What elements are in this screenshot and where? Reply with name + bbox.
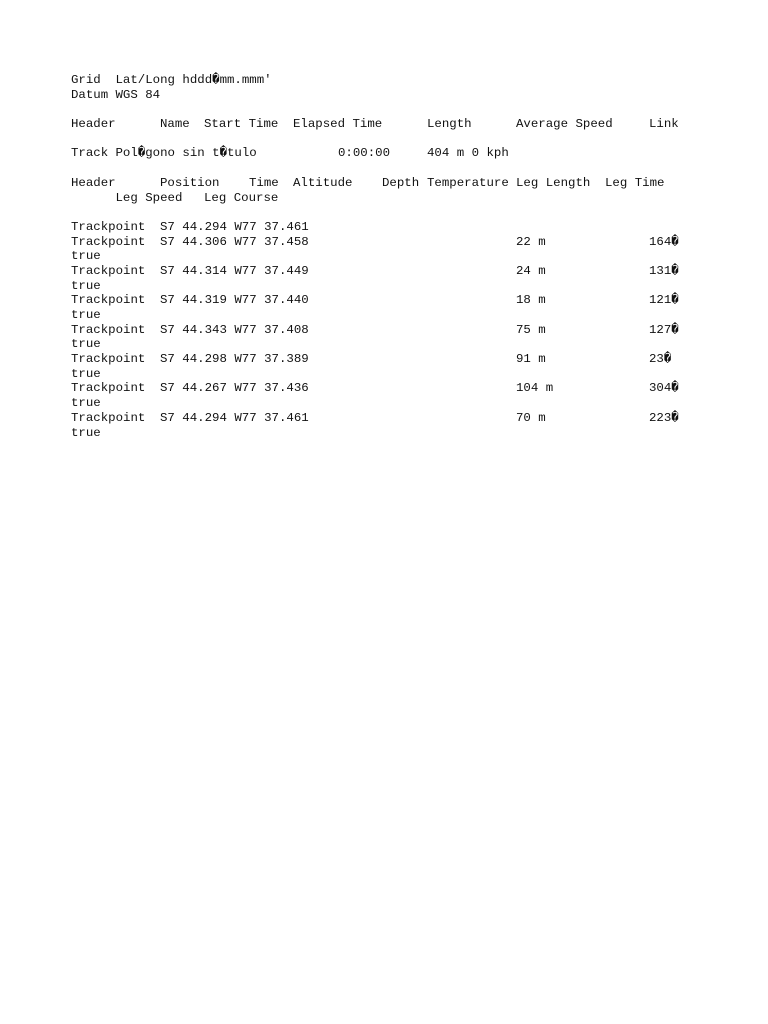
trackpoint-flag: true bbox=[71, 396, 101, 411]
grid-value bbox=[116, 73, 272, 88]
trackpoint-flag: true bbox=[71, 366, 101, 381]
track-elapsed: 0:00:00 bbox=[338, 146, 391, 161]
point-header-altitude: Altitude bbox=[293, 175, 353, 190]
trackpoint-leg-course: 121� bbox=[649, 293, 679, 308]
trackpoint-position: S7 44.294 W77 37.461 bbox=[160, 410, 309, 425]
trackpoint-position: S7 44.319 W77 37.440 bbox=[160, 293, 309, 308]
point-header-label: Header bbox=[71, 175, 116, 190]
grid-label: Grid bbox=[71, 73, 101, 87]
trackpoint-row-wrap bbox=[71, 308, 711, 323]
grid-line bbox=[71, 73, 711, 88]
trackpoint-type: Trackpoint bbox=[71, 234, 146, 249]
trackpoint-type: Trackpoint bbox=[71, 322, 146, 337]
grid-value-prefix: Lat/Long hddd bbox=[115, 73, 213, 87]
track-header-average-speed: Average Speed bbox=[516, 117, 613, 132]
trackpoint-leg-length: 104 m bbox=[516, 381, 554, 396]
track-name-part: Pol bbox=[115, 146, 138, 161]
blank-line bbox=[71, 132, 711, 147]
trackpoint-leg-length: 18 m bbox=[516, 293, 546, 308]
trackpoint-row-wrap bbox=[71, 249, 711, 264]
trackpoint-type: Trackpoint bbox=[71, 263, 146, 278]
gps-track-document bbox=[71, 73, 711, 440]
trackpoint-row-wrap bbox=[71, 367, 711, 382]
trackpoint-leg-length: 75 m bbox=[516, 322, 546, 337]
point-header-row bbox=[71, 176, 711, 191]
trackpoint-row bbox=[71, 381, 711, 396]
trackpoint-row-wrap bbox=[71, 396, 711, 411]
trackpoint-leg-course: 164� bbox=[649, 234, 679, 249]
trackpoint-type: Trackpoint bbox=[71, 219, 146, 234]
trackpoint-flag: true bbox=[71, 249, 101, 264]
trackpoint-row bbox=[71, 323, 711, 338]
track-header-label: Header bbox=[71, 117, 116, 132]
track-name-part: tulo bbox=[226, 146, 257, 161]
point-header-position: Position bbox=[160, 175, 220, 190]
trackpoint-leg-length: 91 m bbox=[516, 352, 546, 367]
trackpoint-position: S7 44.343 W77 37.408 bbox=[160, 322, 309, 337]
trackpoint-type: Trackpoint bbox=[71, 410, 146, 425]
track-header-row bbox=[71, 117, 711, 132]
trackpoint-position: S7 44.298 W77 37.389 bbox=[160, 352, 309, 367]
trackpoint-position: S7 44.267 W77 37.436 bbox=[160, 381, 309, 396]
track-header-elapsed-time: Elapsed Time bbox=[293, 117, 383, 132]
trackpoint-leg-course: 223� bbox=[649, 410, 679, 425]
track-length-speed: 404 m 0 kph bbox=[427, 146, 509, 161]
trackpoint-flag: true bbox=[71, 308, 101, 322]
trackpoint-leg-course: 23� bbox=[649, 352, 672, 367]
track-row bbox=[71, 146, 711, 161]
trackpoint-position: S7 44.306 W77 37.458 bbox=[160, 234, 309, 249]
trackpoint-type: Trackpoint bbox=[71, 381, 146, 396]
trackpoint-flag: true bbox=[71, 278, 101, 293]
trackpoint-flag: true bbox=[71, 425, 101, 440]
trackpoint-leg-course: 304� bbox=[649, 381, 679, 396]
track-name-part: gono sin t bbox=[145, 146, 220, 161]
trackpoint-row bbox=[71, 264, 711, 279]
track-header-name: Name bbox=[160, 117, 190, 132]
replacement-char-icon: � bbox=[137, 146, 146, 161]
point-header-leg-course: Leg Course bbox=[204, 190, 279, 205]
trackpoint-row-wrap bbox=[71, 337, 711, 352]
trackpoint-row bbox=[71, 293, 711, 308]
point-header-temperature: Temperature bbox=[427, 175, 509, 190]
point-header-row-wrap bbox=[71, 191, 711, 206]
trackpoint-leg-length: 24 m bbox=[516, 263, 546, 278]
track-header-length: Length bbox=[427, 117, 472, 132]
trackpoint-leg-length: 22 m bbox=[516, 234, 546, 249]
datum-line bbox=[71, 88, 711, 103]
trackpoint-row bbox=[71, 411, 711, 426]
trackpoint-position: S7 44.294 W77 37.461 bbox=[160, 219, 309, 234]
point-header-leg-length: Leg Length bbox=[516, 175, 591, 190]
trackpoint-leg-course: 127� bbox=[649, 322, 679, 337]
track-header-start-time: Start Time bbox=[204, 117, 279, 132]
datum-value: WGS 84 bbox=[115, 87, 161, 102]
blank-line bbox=[71, 205, 711, 220]
trackpoint-type: Trackpoint bbox=[71, 352, 146, 367]
point-header-time: Time bbox=[249, 175, 279, 190]
point-header-depth: Depth bbox=[382, 175, 420, 190]
grid-value-suffix: mm.mmm' bbox=[219, 73, 272, 87]
replacement-char-icon: � bbox=[219, 146, 228, 161]
trackpoint-row-wrap bbox=[71, 426, 711, 441]
trackpoint-row bbox=[71, 352, 711, 367]
trackpoint-type: Trackpoint bbox=[71, 293, 146, 308]
trackpoint-row-wrap bbox=[71, 279, 711, 294]
blank-line bbox=[71, 161, 711, 176]
trackpoint-leg-length: 70 m bbox=[516, 410, 546, 425]
trackpoint-row bbox=[71, 220, 711, 235]
point-header-leg-time: Leg Time bbox=[605, 175, 665, 190]
track-header-link: Link bbox=[649, 117, 679, 132]
replacement-char-icon: � bbox=[212, 73, 220, 87]
track-type: Track bbox=[71, 146, 109, 161]
trackpoint-leg-course: 131� bbox=[649, 263, 679, 278]
trackpoint-position: S7 44.314 W77 37.449 bbox=[160, 263, 309, 278]
trackpoint-flag: true bbox=[71, 337, 101, 352]
point-header-leg-speed: Leg Speed bbox=[115, 190, 183, 205]
track-name bbox=[116, 146, 257, 161]
datum-label: Datum bbox=[71, 87, 109, 102]
trackpoint-row bbox=[71, 235, 711, 250]
blank-line bbox=[71, 102, 711, 117]
